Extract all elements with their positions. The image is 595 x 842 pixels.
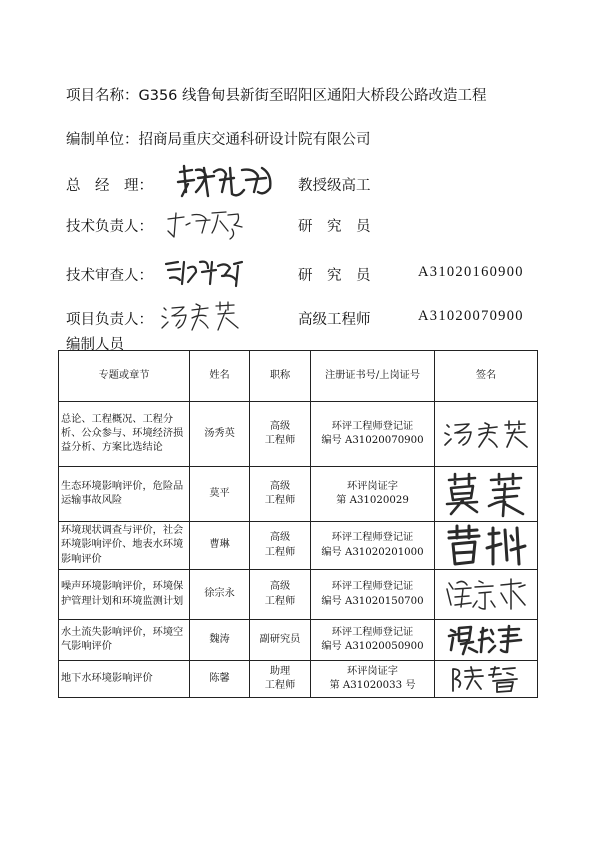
column-header-signature: 签名 — [435, 351, 538, 402]
handwritten-signature — [441, 575, 531, 615]
table-row — [59, 570, 538, 620]
cell-topic: 水土流失影响评价，环境空气影响评价 — [59, 620, 190, 661]
signatory-cert: A31020070900 — [418, 308, 524, 324]
cell-topic: 地下水环境影响评价 — [59, 661, 190, 698]
table-row — [59, 620, 538, 661]
signatory-label: 技术负责人： — [66, 219, 153, 235]
signatory-title: 高级工程师 — [298, 312, 371, 328]
column-header-name: 姓名 — [190, 351, 250, 402]
table-header-row — [59, 351, 538, 402]
signatory-label: 技术审查人： — [66, 268, 153, 284]
handwritten-signature — [441, 622, 531, 658]
handwritten-signature — [162, 252, 272, 296]
cell-title: 副研究员 — [250, 620, 311, 661]
cell-cert: 环评工程师登记证 编号 A31020201000 — [311, 522, 435, 570]
cell-title: 高级 工程师 — [250, 570, 311, 620]
cell-name: 魏涛 — [190, 620, 250, 661]
handwritten-signature — [174, 162, 284, 206]
table-row — [59, 467, 538, 522]
project-name-label: 项目名称： — [66, 88, 139, 104]
signatory-cert: A31020160900 — [418, 264, 524, 280]
project-name: G356 线鲁甸县新街至昭阳区通阳大桥段公路改造工程 — [138, 88, 487, 104]
table-row — [59, 522, 538, 570]
handwritten-signature — [441, 470, 531, 518]
cell-name: 徐宗永 — [190, 570, 250, 620]
handwritten-signature — [441, 663, 531, 695]
cell-title: 高级 工程师 — [250, 467, 311, 522]
cell-name: 曹琳 — [190, 522, 250, 570]
signatory-project-leader — [66, 302, 546, 332]
cell-cert: 环评岗证字 第 A31020033 号 — [311, 661, 435, 698]
handwritten-signature — [441, 524, 531, 568]
table-row — [59, 661, 538, 698]
cell-topic: 噪声环境影响评价，环境保护管理计划和环境监测计划 — [59, 570, 190, 620]
signatory-technical-reviewer — [66, 258, 546, 288]
signatory-title: 研 究 员 — [298, 219, 371, 235]
cell-topic: 生态环境影响评价，危险品运输事故风险 — [59, 467, 190, 522]
cell-name: 汤秀英 — [190, 402, 250, 467]
cell-name: 陈馨 — [190, 661, 250, 698]
staff-heading: 编制人员 — [66, 337, 124, 353]
table-row — [59, 402, 538, 467]
column-header-cert: 注册证书号/上岗证号 — [311, 351, 435, 402]
column-header-title: 职称 — [250, 351, 311, 402]
cell-title: 高级 工程师 — [250, 402, 311, 467]
cell-cert: 环评岗证字 第 A31020029 — [311, 467, 435, 522]
signatory-label: 总 经 理： — [66, 178, 153, 194]
cell-title: 高级 工程师 — [250, 522, 311, 570]
signatory-title: 教授级高工 — [298, 178, 371, 194]
cell-cert: 环评工程师登记证 编号 A31020150700 — [311, 570, 435, 620]
handwritten-signature — [158, 296, 258, 340]
cell-cert: 环评工程师登记证 编号 A31020050900 — [311, 620, 435, 661]
cell-topic: 环境现状调查与评价，社会环境影响评价、地表水环境影响评价 — [59, 522, 190, 570]
column-header-topic: 专题或章节 — [59, 351, 190, 402]
project-name-line — [66, 84, 487, 105]
unit-name: 招商局重庆交通科研设计院有限公司 — [138, 132, 371, 148]
cell-cert: 环评工程师登记证 编号 A31020070900 — [311, 402, 435, 467]
cell-signature — [435, 620, 538, 661]
unit-label: 编制单位： — [66, 132, 139, 148]
staff-table — [58, 350, 538, 698]
cell-signature — [435, 467, 538, 522]
cell-title: 助理 工程师 — [250, 661, 311, 698]
signatory-general-manager — [66, 168, 546, 198]
cell-signature — [435, 402, 538, 467]
cell-signature — [435, 522, 538, 570]
cell-topic: 总论、工程概况、工程分析、公众参与、环境经济损益分析、方案比选结论 — [59, 402, 190, 467]
signatory-label: 项目负责人： — [66, 312, 153, 328]
handwritten-signature — [162, 203, 262, 247]
unit-line — [66, 128, 371, 149]
cell-signature — [435, 570, 538, 620]
handwritten-signature — [441, 417, 531, 451]
cell-signature — [435, 661, 538, 698]
signatory-technical-director — [66, 209, 546, 239]
cell-name: 莫平 — [190, 467, 250, 522]
signatory-title: 研 究 员 — [298, 268, 371, 284]
